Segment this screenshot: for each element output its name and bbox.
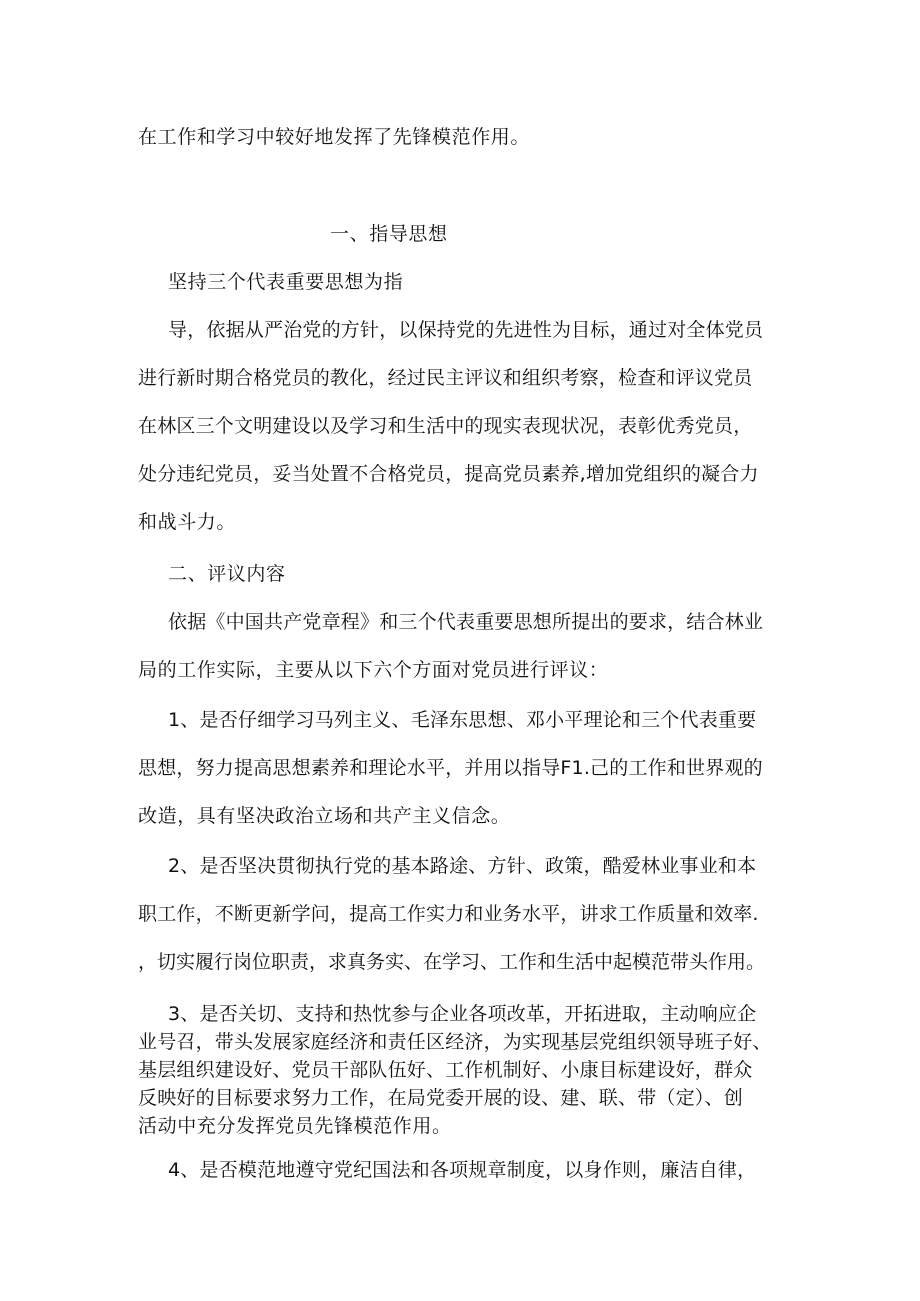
paragraph-line: 基层组织建设好、党员干部队伍好、工作机制好、小康目标建设好，群众 — [138, 1059, 753, 1081]
paragraph-line: 和战斗力。 — [138, 511, 237, 533]
paragraph-line: 1、是否仔细学习马列主义、毛泽东思想、邓小平理论和三个代表重要 — [168, 709, 757, 731]
paragraph-line: 局的工作实际，主要从以下六个方面对党员进行评议： — [138, 659, 609, 681]
paragraph-line: 改造，具有坚决政治立场和共产主义信念。 — [138, 805, 511, 827]
section-heading: 一、指导思想 — [330, 223, 448, 245]
paragraph-line: 依据《中国共产党章程》和三个代表重要思想所提出的要求，结合林业 — [168, 611, 764, 633]
paragraph-line: 处分违纪党员，妥当处置不合格党员，提高党员素养,增加党组织的凝合力 — [138, 463, 759, 485]
paragraph-line: 职工作，不断更新学问，提高工作实力和业务水平，讲求工作质量和效率. — [138, 903, 759, 925]
paragraph-line: 坚持三个代表重要思想为指 — [168, 271, 404, 293]
paragraph-line: 在工作和学习中较好地发挥了先锋模范作用。 — [138, 126, 531, 148]
paragraph-line: 3、是否关切、支持和热忱参与企业各项改革，开拓进取，主动响应企 — [168, 1003, 757, 1025]
paragraph-line: 反映好的目标要求努力工作，在局党委开展的设、建、联、带（定）、创 — [138, 1087, 743, 1109]
paragraph-line: 4、是否模范地遵守党纪国法和各项规章制度，以身作则，廉洁自律， — [168, 1159, 757, 1181]
section-heading: 二、评议内容 — [168, 563, 286, 585]
paragraph-line: 2、是否坚决贯彻执行党的基本路途、方针、政策，酷爱林业事业和本 — [168, 855, 757, 877]
paragraph-line: 业号召，带头发展家庭经济和责任区经济，为实现基层党组织领导班子好、 — [138, 1031, 772, 1053]
paragraph-line: 活动中充分发挥党员先锋模范作用。 — [138, 1115, 452, 1137]
paragraph-line: 在林区三个文明建设以及学习和生活中的现实表现状况，表彰优秀党员， — [138, 415, 753, 437]
paragraph-line: ，切实履行岗位职责，求真务实、在学习、工作和生活中起模范带头作用。 — [138, 951, 766, 973]
paragraph-line: 导，依据从严治党的方针，以保持党的先进性为目标，通过对全体党员 — [168, 319, 764, 341]
paragraph-line: 思想，努力提高思想素养和理论水平，并用以指导F1.己的工作和世界观的 — [138, 757, 763, 779]
paragraph-line: 进行新时期合格党员的教化，经过民主评议和组织考察，检查和评议党员 — [138, 367, 753, 389]
